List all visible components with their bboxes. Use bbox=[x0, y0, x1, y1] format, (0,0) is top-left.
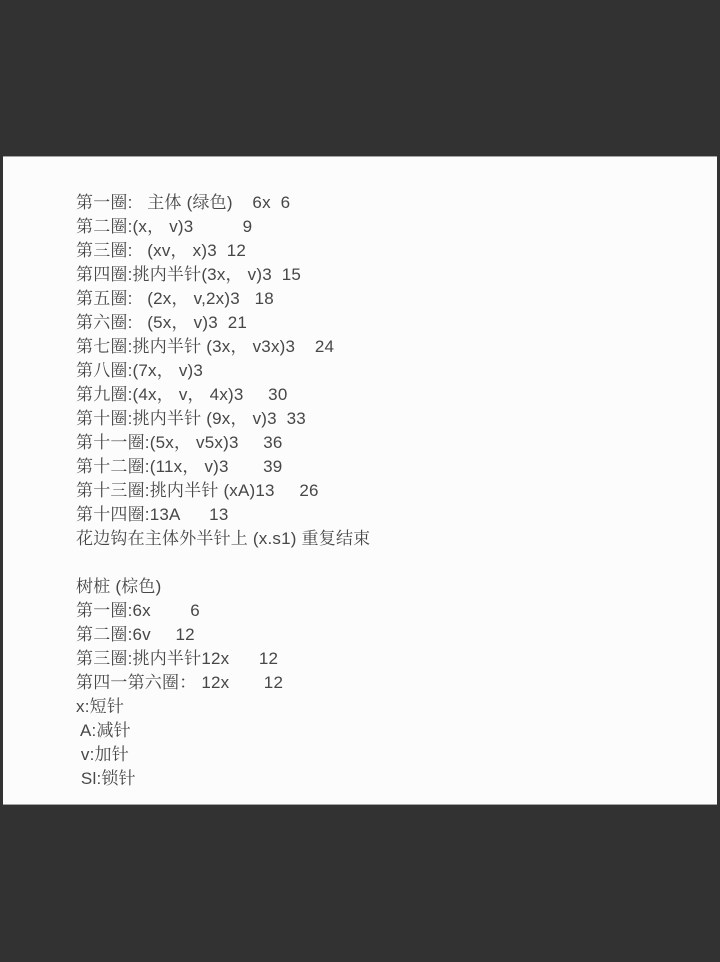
document-page bbox=[3, 156, 717, 805]
document-line: 第七圈:挑内半针 (3x， v3x)3 24 bbox=[76, 337, 335, 356]
document-line-blank bbox=[76, 551, 707, 575]
document-line: 第三圈: (xv， x)3 12 bbox=[76, 241, 247, 260]
document-line: 第四一第六圈： 12x 12 bbox=[76, 673, 284, 692]
document-line: 第九圈:(4x， v， 4x)3 30 bbox=[76, 385, 288, 404]
document-line: 第二圈:(x， v)3 9 bbox=[76, 217, 253, 236]
pattern-text-block bbox=[76, 191, 707, 791]
document-line: 第一圈:6x 6 bbox=[76, 601, 200, 620]
document-line: 第十四圈:13A 13 bbox=[76, 505, 229, 524]
document-line: 第十三圈:挑内半针 (xA)13 26 bbox=[76, 481, 319, 500]
document-line: 第五圈: (2x， v,2x)3 18 bbox=[76, 289, 274, 308]
document-line: 第八圈:(7x， v)3 bbox=[76, 361, 204, 380]
document-line: 第三圈:挑内半针12x 12 bbox=[76, 649, 279, 668]
document-line-legend: x:短针 bbox=[76, 697, 125, 716]
document-line: 第二圈:6v 12 bbox=[76, 625, 195, 644]
document-line: 第六圈: (5x， v)3 21 bbox=[76, 313, 248, 332]
document-line: 第十一圈:(5x， v5x)3 36 bbox=[76, 433, 283, 452]
document-line: 第四圈:挑内半针(3x， v)3 15 bbox=[76, 265, 302, 284]
document-line: 第十圈:挑内半针 (9x， v)3 33 bbox=[76, 409, 306, 428]
document-line-legend: v:加针 bbox=[76, 745, 129, 764]
document-line-legend: Sl:锁针 bbox=[76, 769, 136, 788]
document-line-legend: A:减针 bbox=[76, 721, 131, 740]
document-line: 第十二圈:(11x， v)3 39 bbox=[76, 457, 283, 476]
document-line: 第一圈: 主体 (绿色) 6x 6 bbox=[76, 193, 291, 212]
document-line: 花边钩在主体外半针上 (x.s1) 重复结束 bbox=[76, 529, 371, 548]
document-line-section-heading: 树桩 (棕色) bbox=[76, 577, 162, 596]
